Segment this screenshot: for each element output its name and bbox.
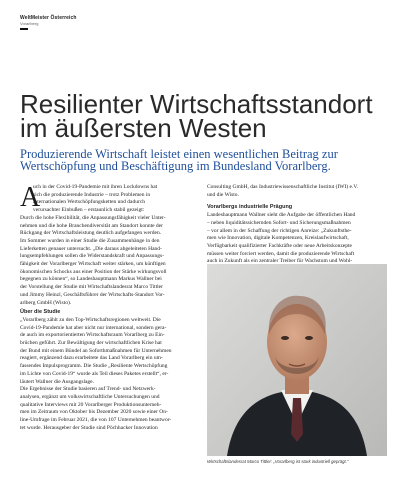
text-line: fassendes Impulsprogramm. Die Studie „Resiliente Wertschöpfung bbox=[20, 363, 168, 370]
text-line: Covid-19-Pandemie hat aber nicht nur international, sondern gera- bbox=[20, 324, 167, 331]
text-line: arlberg GmbH (Wisto). bbox=[20, 299, 72, 306]
text-line: uch in der Covid-19-Pandemie mit ihren Lockdowns hat bbox=[33, 184, 158, 190]
text-line: auch in Zukunft als ein zentraler Treiber für Wachstum und Wohl- bbox=[207, 258, 353, 265]
lead-line: Wertschöpfung und Beschäftigung im Bundesland Vorarlberg. bbox=[20, 159, 331, 173]
paragraph bbox=[20, 317, 198, 386]
text-line: tet wurde. Herausgeber der Studie sind Pöchhacker Innovation bbox=[20, 424, 158, 431]
text-line: qualitative Interviews mit 20 Vorarlberger Produktionsunterneh- bbox=[20, 401, 162, 408]
text-line: im Lichte von Covid-19“ wurde als Teil dieses Paketes erstellt“, er- bbox=[20, 370, 169, 377]
title-line: Resilienter Wirtschaftsstandort bbox=[20, 89, 373, 119]
text-line: nehmen und die hohe Branchendiversität am Standort konnte der bbox=[20, 222, 163, 229]
subheading: Vorarlbergs industrielle Prägung bbox=[207, 204, 293, 211]
paragraph bbox=[20, 184, 198, 307]
text-line: line-Umfrage im Februar 2021, die von 107 Unternehmen beantwor- bbox=[20, 417, 172, 424]
text-line: men im Zeitraum von Oktober bis Dezember 2020 sowie einer On- bbox=[20, 409, 168, 416]
title-line: im äußersten Westen bbox=[20, 113, 267, 143]
text-line: Consulting GmbH, das Industriewissenschaftliche Institut (IWI) e.V. bbox=[207, 184, 358, 190]
portrait-photo bbox=[207, 264, 387, 456]
text-line: Lieferketten genauer untersucht. „Die daraus abgeleiteten Hand- bbox=[20, 245, 162, 252]
text-line: ökonomischen Schocks aus einer Position der Stärke wirkungsvoll bbox=[20, 268, 167, 275]
drop-cap: A bbox=[20, 182, 41, 213]
text-line: verursachter Einbußen – erstaunlich stabil gezeigt: bbox=[33, 207, 145, 214]
text-line: Durch die hohe Flexibilität, die Anpassungsfähigkeit vieler Unter- bbox=[20, 214, 166, 221]
text-line: fähigkeit der Vorarlberger Wirtschaft weiter stärken, um künftigen bbox=[20, 261, 166, 268]
text-line: und die Wisto. bbox=[207, 191, 239, 198]
text-line: reagiert, ergänzend dazu erarbeitete das Land Vorarlberg ein um- bbox=[20, 355, 163, 362]
text-line: sich die produzierende Industrie – trotz Problemen in bbox=[33, 191, 151, 198]
text-line: begegnen zu können“, so Landeshauptmann Markus Wallner bei bbox=[20, 276, 162, 283]
text-line: Landeshauptmann Wallner sieht die Aufgabe der öffentlichen Hand bbox=[207, 212, 356, 219]
text-line: – vor allem in der Schaffung der richtigen Anreize: „Zukunftsthe- bbox=[207, 227, 352, 234]
magazine-name: WeltMeister Österreich bbox=[20, 15, 77, 21]
text-line: der Vorstellung der Studie mit Wirtschaftslandesrat Marco Tittler bbox=[20, 284, 163, 291]
subheading: Über die Studie bbox=[20, 309, 61, 316]
text-line: und Jimmy Heinzl, Geschäftsführer der Wirtschafts-Standort Vor- bbox=[20, 291, 165, 298]
text-line: läutert Wallner die Ausgangslage. bbox=[20, 378, 94, 385]
text-line: Rückgang der Wirtschaftsleistung deutlich aufgefangen werden. bbox=[20, 230, 162, 237]
article-lead bbox=[20, 148, 390, 172]
text-line: men wie Innovation, digitale Kompetenzen, Kreislaufwirtschaft, bbox=[207, 235, 349, 242]
paragraph bbox=[207, 184, 387, 199]
lead-line: Produzierende Wirtschaft leistet einen wesentlichen Beitrag zur bbox=[20, 147, 338, 161]
text-line: internationalen Wertschöpfungsketten und dadurch bbox=[33, 199, 146, 206]
text-line: – neben liquiditätssichernden Sofort- und Sicherungsmaßnahmen bbox=[207, 219, 351, 226]
text-line: lungsempfehlungen sollen die Widerstandskraft und Anpassungs- bbox=[20, 253, 165, 260]
text-line: Die Ergebnisse der Studie basieren auf Trend- und Netzwerk- bbox=[20, 386, 156, 393]
text-line: „Vorarlberg zählt zu den Top-Wirtschaftsregionen weltweit. Die bbox=[20, 316, 161, 323]
text-line: Verfügbarkeit qualifizierter Fachkräfte oder neue Arbeitskonzepte bbox=[207, 242, 352, 249]
header-rule bbox=[20, 28, 28, 30]
text-line: analysen, ergänzt um volkswirtschaftliche Untersuchungen und bbox=[20, 393, 160, 400]
portrait-illustration bbox=[207, 264, 387, 456]
text-line: Im Sommer wurden in einer Studie die Zusammenhänge in den bbox=[20, 237, 160, 244]
text-line: müssen weiter forciert werden, damit die produzierende Wirtschaft bbox=[207, 250, 355, 257]
text-column-right bbox=[207, 184, 387, 274]
text-column-left bbox=[20, 184, 198, 433]
text-line: de auch im exportorientierten Wirtschaftsraum Vorarlberg zu Ein- bbox=[20, 332, 165, 339]
article-title bbox=[20, 89, 390, 143]
photo-caption: Wirtschaftslandesrat Marco Tittler: „Vorarlberg ist stark industriell geprägt.“ bbox=[207, 459, 349, 464]
text-line: brüchen geführt. Zur Bewältigung der wirtschaftlichen Krise hat bbox=[20, 340, 162, 347]
paragraph bbox=[20, 386, 198, 432]
section-name: Vorarlberg bbox=[20, 21, 39, 26]
text-line: der Bund mit einem Bündel an Soforthmaßnahmen für Unternehmen bbox=[20, 347, 172, 354]
